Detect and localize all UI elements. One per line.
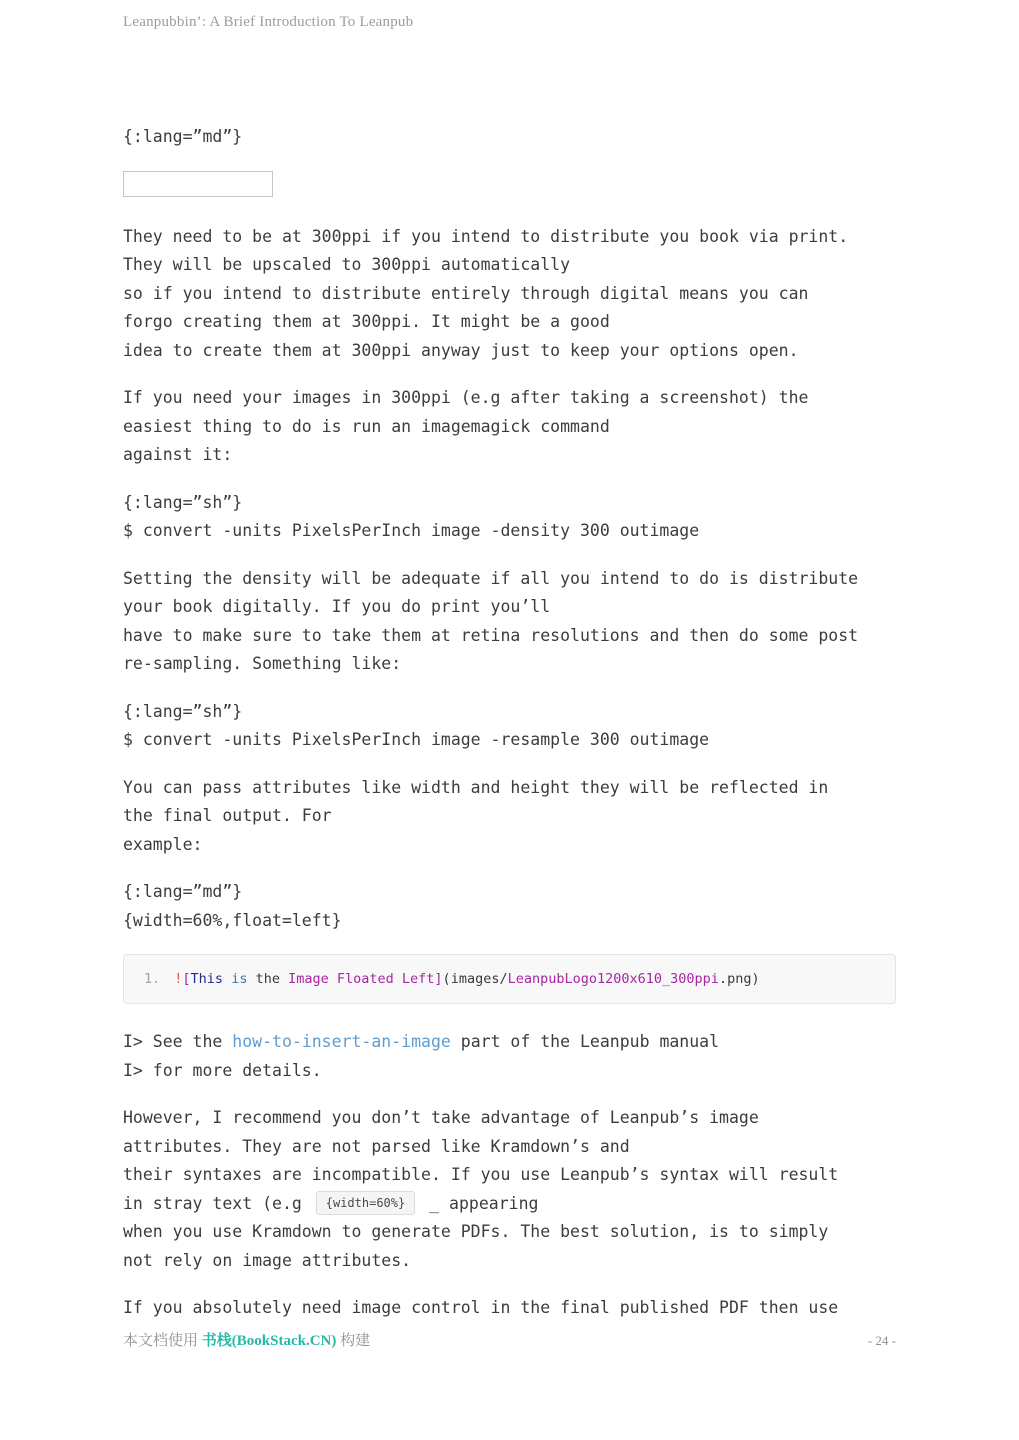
text-line: I> See the [123, 1032, 233, 1051]
text-line: {:lang=”sh”} [123, 701, 243, 721]
bookstack-brand-link[interactable]: 书栈(BookStack.CN) [201, 1333, 337, 1349]
text-line: forgo creating them at 300ppi. It might be a good [123, 312, 610, 331]
text-line: $ convert -units PixelsPerInch image -density 300 outimage [123, 521, 700, 540]
paragraph [123, 878, 896, 935]
code-token: / [499, 971, 508, 987]
text-line: attributes. They are not parsed like Kramdown’s and [123, 1136, 630, 1156]
code-block [123, 954, 896, 1004]
footer-prefix: 本文档使用 [123, 1333, 202, 1349]
footer-suffix: 构建 [336, 1333, 371, 1349]
code-token: ] [434, 971, 443, 987]
text-line: _ appearing [419, 1193, 539, 1213]
code-token: .png [718, 971, 752, 987]
code-token: images [450, 971, 500, 987]
code-token: Image Floated Left [279, 971, 435, 987]
text-line: when you use Kramdown to generate PDFs. The best solution, is to simply [123, 1222, 829, 1241]
text-line: idea to create them at 300ppi anyway just to keep your options open. [123, 340, 799, 360]
text-line: {width=60%,float=left} [123, 910, 342, 930]
paragraph [123, 774, 896, 860]
paragraph [123, 565, 896, 679]
paragraph [123, 223, 896, 366]
text-line: However, I recommend you don’t take advantage of Leanpub’s image [123, 1108, 759, 1127]
content-blocks [123, 33, 896, 1342]
paragraph [123, 123, 896, 152]
paragraph [123, 1294, 896, 1323]
text-line: If you absolutely need image control in the final published PDF then use [123, 1298, 839, 1317]
code-token: This [190, 971, 224, 987]
paragraph [123, 1104, 896, 1275]
code-token: ) [751, 971, 760, 987]
code-token: [ [182, 971, 191, 987]
paragraph [123, 1028, 896, 1085]
text-line: the final output. For [123, 806, 332, 825]
text-line: against it: [123, 445, 233, 464]
code-token: ! [174, 971, 183, 987]
text-line: part of the Leanpub manual [450, 1032, 720, 1051]
page-number: - 24 - [867, 1333, 896, 1348]
line-number: 1. [144, 971, 161, 987]
text-line: {:lang=”md”} [123, 127, 243, 146]
text-line: your book digitally. If you do print you’ll [123, 597, 551, 616]
text-line: $ convert -units PixelsPerInch image -resample 300 outimage [123, 730, 710, 749]
paragraph [123, 489, 896, 546]
code-token: the [247, 971, 280, 987]
text-line: They need to be at 300ppi if you intend to distribute you book via print. [123, 226, 849, 246]
text-line: I> for more details. [123, 1060, 322, 1080]
text-line: They will be upscaled to 300ppi automatically [123, 255, 571, 274]
text-line: If you need your images in 300ppi (e.g after taking a screenshot) the [123, 388, 809, 407]
text-line: so if you intend to distribute entirely through digital means you can [123, 283, 809, 303]
empty-image-placeholder [123, 171, 273, 197]
text-line: in stray text (e.g [123, 1193, 312, 1213]
text-line: {:lang=”sh”} [123, 492, 243, 512]
code-token: LeanpubLogo1200x610_300ppi [507, 971, 719, 987]
text-line: example: [123, 834, 203, 854]
inline-code-chip: {width=60%} [316, 1191, 415, 1215]
code-token: ( [442, 971, 451, 987]
code-token: is [223, 971, 248, 987]
footer-build-note [123, 1329, 370, 1350]
text-line: You can pass attributes like width and height they will be reflected in [123, 777, 829, 797]
page-footer [123, 1329, 896, 1350]
paragraph [123, 384, 896, 470]
text-line: Setting the density will be adequate if all you intend to do is distribute [123, 568, 859, 588]
page-header-title: Leanpubbin’: A Brief Introduction To Leanpub [123, 14, 414, 30]
inline-link[interactable]: how-to-insert-an-image [232, 1032, 451, 1051]
text-line: re-sampling. Something like: [123, 654, 402, 673]
text-line: their syntaxes are incompatible. If you use Leanpub’s syntax will result [123, 1165, 839, 1184]
text-line: not rely on image attributes. [123, 1250, 412, 1270]
text-line: easiest thing to do is run an imagemagick command [123, 416, 610, 436]
text-line: {:lang=”md”} [123, 882, 243, 901]
paragraph [123, 698, 896, 755]
text-line: have to make sure to take them at retina resolutions and then do some post [123, 625, 859, 645]
